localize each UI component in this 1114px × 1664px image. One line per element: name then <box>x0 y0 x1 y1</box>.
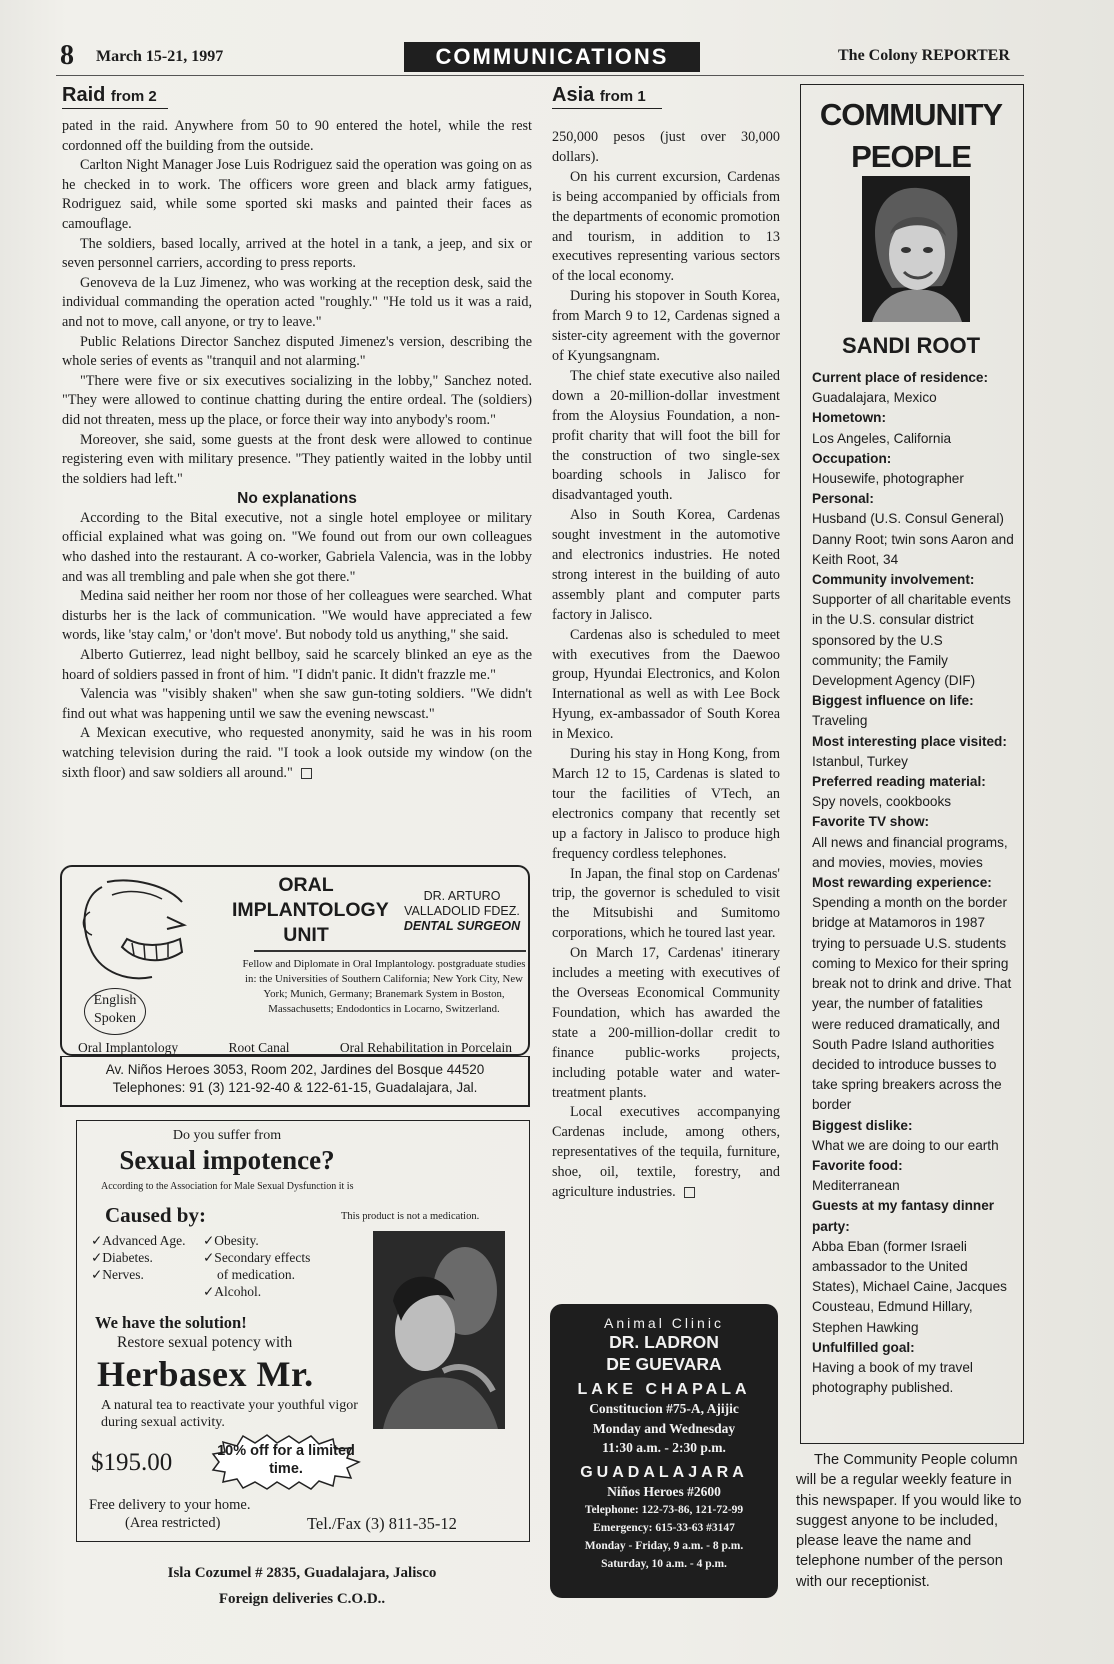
profile-question: Biggest dislike: <box>812 1117 913 1133</box>
portrait-photo <box>862 176 970 322</box>
section-banner: COMMUNICATIONS <box>404 42 700 72</box>
raid-title: Raid <box>62 84 106 106</box>
caused-by-heading: Caused by: <box>105 1203 206 1227</box>
profile-question: Most interesting place visited: <box>812 733 1007 749</box>
raid-paragraph: "There were five or six executives socializing in the lobby," Sanchez noted. "They were allowed to continue chatting during the entire ordeal. The (soldiers) did not threaten, mess up the place, or force their way into anybody's room." <box>62 372 532 428</box>
community-footer-note: The Community People column will be a regular weekly feature in this newspaper. If you would like to suggest anyone to be included, please leave the name and telephone number of the person with our receptionist. <box>796 1452 1022 1590</box>
profile-question: Personal: <box>812 491 874 507</box>
asia-article-body <box>552 128 780 1203</box>
divider <box>254 950 526 952</box>
product-description: A natural tea to reactivate your youthful vigor during sexual activity. <box>101 1398 358 1430</box>
causes-list-right <box>203 1232 310 1300</box>
profile-question: Biggest influence on life: <box>812 693 974 709</box>
profile-answer: What we are doing to our earth <box>812 1137 999 1153</box>
profile-question: Community involvement: <box>812 572 975 588</box>
raid-paragraph: According to the Bital executive, not a single hotel employee or military official explained what was going on. "We found out from our own colleagues who dashed into the restaurant. A co-worker, Gabriela Valencia, was in the lobby and was all trembling and pale when she got there." <box>62 509 532 585</box>
ad-telephone: Tel./Fax (3) 811-35-12 <box>307 1514 457 1533</box>
clinic-label: Animal Clinic <box>604 1315 724 1331</box>
brand-name: Herbasex Mr. <box>97 1354 314 1394</box>
area-restricted: (Area restricted) <box>125 1515 221 1531</box>
asia-paragraph: During his stopover in South Korea, from March 9 to 12, Cardenas signed a sister-city agreement with the governor of Kyungsangnam. <box>552 288 780 364</box>
profile-answer: Supporter of all charitable events in the U.S. consular district sponsored by the U.S community; the Family Development Agency (DIF) <box>812 592 1011 689</box>
profile-question: Current place of residence: <box>812 370 989 385</box>
profile-question: Most rewarding experience: <box>812 875 992 891</box>
cause-item: ✓Secondary effects <box>203 1250 311 1265</box>
profile-answer: Spending a month on the border bridge at Matamoros in 1987 trying to persuade U.S. students coming to Mexico for their spring break not to drink and drive. That year, the number of fatalities were reduced dramatically, and South Padre Island authorities decided to introduce busses to take spring breakers across the border <box>812 895 1012 1113</box>
clinic-hours-weekday: Monday - Friday, 9 a.m. - 8 p.m. <box>584 1540 744 1552</box>
dental-doctor <box>392 889 532 934</box>
clinic-location-guadalajara: GUADALAJARA <box>580 1463 748 1481</box>
clinic-hours-chapala: 11:30 a.m. - 2:30 p.m. <box>602 1440 726 1455</box>
herbasex-ad <box>76 1120 530 1542</box>
profile-answer: Spy novels, cookbooks <box>812 794 952 810</box>
profile-question: Guests at my fantasy dinner party: <box>812 1198 995 1234</box>
profile-answer: Istanbul, Turkey <box>812 753 908 769</box>
raid-paragraph: Medina said neither her room nor those of her colleagues were searched. What disturbs her is the lack of communication. "We would have appreciated a few words, like 'stay calm,' or 'don't move'. But nobody told us anything," she said. <box>62 588 532 644</box>
profile-answer: Traveling <box>812 713 868 729</box>
couple-photo <box>373 1231 505 1429</box>
dental-address-box <box>60 1056 530 1107</box>
raid-paragraph: Moreover, she said, some guests at the front desk were allowed to continue registering even with military presence. "They patiently waited in the lobby until the soldiers had left." <box>62 431 532 487</box>
doctor-name: DR. ARTURO VALLADOLID FDEZ. <box>404 889 520 918</box>
clinic-telephone: Telephone: 122-73-86, 121-72-99 <box>584 1504 744 1516</box>
raid-article-body <box>62 117 532 783</box>
dental-credentials: Fellow and Diplomate in Oral Implantology. postgraduate studies in: the Universities of Southern California; New York City, New York; Munich, Germany; Branemark System in Boston, Massachusetts; Endodontics in Locarno, Switzerland. <box>242 958 526 1015</box>
profile-answer: Guadalajara, Mexico <box>812 390 937 406</box>
raid-subhead: No explanations <box>237 490 357 508</box>
dental-address <box>62 1061 528 1097</box>
profile-answer: Los Angeles, California <box>812 430 952 446</box>
restore-line: Restore sexual potency with <box>117 1334 293 1351</box>
asia-title: Asia <box>552 84 595 106</box>
dental-services <box>78 1040 512 1056</box>
ad-question-top: Do you suffer from <box>172 1128 282 1143</box>
clinic-days-chapala: Monday and Wednesday <box>592 1420 736 1436</box>
doctor-title: DENTAL SURGEON <box>403 919 521 933</box>
dental-ad <box>60 865 530 1056</box>
raid-heading <box>62 84 168 109</box>
clinic-address-chapala: Constitucion #75-A, Ajijic <box>589 1401 739 1416</box>
cause-item: ✓Alcohol. <box>203 1284 262 1299</box>
profile-question: Unfulfilled goal: <box>812 1339 915 1355</box>
raid-paragraph: Alberto Gutierrez, lead night bellboy, said he scarcely blinked an eye as the hoard of soldiers passed in front of him. "I didn't panic. It didn't frazzle me." <box>62 647 532 683</box>
raid-jump: from 2 <box>110 88 157 105</box>
raid-paragraph: Valencia was "visibly shaken" when she saw gun-toting soldiers. "We didn't find out what was happening until we saw the evening newscast." <box>62 686 532 722</box>
profile-answer: Husband (U.S. Consul General) Danny Root; twin sons Aaron and Keith Root, 34 <box>812 511 1014 567</box>
clinic-hours-saturday: Saturday, 10 a.m. - 4 p.m. <box>601 1558 727 1570</box>
cause-item: ✓Nerves. <box>91 1267 144 1282</box>
service-item: Root Canal <box>228 1040 290 1055</box>
asia-jump: from 1 <box>599 88 646 105</box>
profile-question: Occupation: <box>812 450 892 466</box>
raid-paragraph: Genoveva de la Luz Jimenez, who was working at the reception desk, said the individual commanding the operation acted "roughly." "He told us it was a raid, and not to move, call anyone, or try to leave." <box>62 274 532 330</box>
profile-entries <box>812 368 1015 1398</box>
profile-question: Favorite TV show: <box>812 814 930 830</box>
profile-answer: Mediterranean <box>812 1178 900 1194</box>
ad-question: Sexual impotence? <box>119 1145 335 1175</box>
causes-list-left <box>91 1232 186 1283</box>
free-delivery: Free delivery to your home. <box>89 1497 251 1513</box>
raid-paragraph: pated in the raid. Anywhere from 50 to 90 entered the hotel, while the rest cordonned off the building from the outside. <box>62 118 532 154</box>
community-people-title <box>800 94 1022 178</box>
profile-answer: All news and financial programs, and movies, movies, movies <box>812 834 1008 870</box>
title-line-2: PEOPLE <box>851 139 971 174</box>
service-item: Oral Implantology <box>78 1040 179 1055</box>
issue-date: March 15-21, 1997 <box>96 48 224 65</box>
clinic-address-guadalajara: Niños Heroes #2600 <box>607 1483 721 1499</box>
header-rule <box>56 75 1024 76</box>
profile-answer: Having a book of my travel photography published. <box>812 1359 973 1396</box>
clinic-doctor-surname: DE GUEVARA <box>606 1354 722 1374</box>
raid-paragraph: Public Relations Director Sanchez disputed Jimenez's version, describing the whole series of events as "tranquil and not alarming." <box>62 333 532 370</box>
asia-heading <box>552 84 662 109</box>
profile-answer: Abba Eban (former Israeli ambassador to the United States), Michael Caine, Jacques Cousteau, Edmund Hillary, Stephen Hawking <box>812 1238 1007 1335</box>
clinic-location-chapala: LAKE CHAPALA <box>577 1381 751 1398</box>
cause-item: ✓Advanced Age. <box>91 1233 186 1248</box>
profile-question: Hometown: <box>812 410 887 426</box>
animal-clinic-ad <box>550 1304 778 1598</box>
ad-source: According to the Association for Male Sexual Dysfunction it is <box>101 1181 354 1192</box>
service-item: Oral Rehabilitation in Porcelain <box>339 1040 512 1055</box>
asia-paragraph: Also in South Korea, Cardenas sought investment in the automotive and electronics industries. He noted strong interest in the building of auto assembly plant and computer parts factory in Jalisco. <box>552 507 780 623</box>
asia-paragraph: Cardenas also is scheduled to meet with executives from the Daewoo group, Hyundai Electronics, and Kolon International as well as with Lee Bock Hyung, ex-ambassador of South Korea in Mexico. <box>552 626 780 743</box>
asia-paragraph: On March 17, Cardenas' itinerary includes a meeting with executives of the Overseas Economical Community Foundation, which has awarded the state a 200-million-dollar credit to finance public-works projects, including potable water and water-treatment plants. <box>552 945 780 1101</box>
solution-heading: We have the solution! <box>95 1313 247 1332</box>
dental-phones: Telephones: 91 (3) 121-92-40 & 122-61-15, Guadalajara, Jal. <box>112 1080 478 1095</box>
delivery-info <box>89 1496 250 1532</box>
raid-paragraph: Carlton Night Manager Jose Luis Rodriguez said the operation was going on as he checked in to work. The officers wore green and black army fatigues, Rodriguez said, while some sported ski masks and painted their faces as camouflage. <box>62 157 532 232</box>
profile-answer: Housewife, photographer <box>812 471 964 487</box>
asia-paragraph: Local executives accompanying Cardenas include, among others, representatives of the tequila, furniture, shoe, oil, textile, forestry, and agriculture industries. <box>552 1104 780 1201</box>
title-line-1: COMMUNITY <box>819 97 1003 132</box>
raid-paragraph: The soldiers, based locally, arrived at the hotel in a tank, a jeep, and six or seven personnel carriers, according to press reports. <box>62 235 532 272</box>
page-number: 8 <box>60 40 74 71</box>
asia-paragraph: The chief state executive also nailed down a 20-million-dollar investment from the Aloysius Foundation, a non-profit charity that will foot the bill for the construction of two single-sex boarding schools in Jalisco for disadvantaged youth. <box>552 367 780 504</box>
dental-street: Av. Niños Heroes 3053, Room 202, Jardines del Bosque 44520 <box>105 1062 485 1077</box>
asia-paragraph: During his stay in Hong Kong, from March 12 to 15, Cardenas is slated to tour the facilities of VTech, an electronics company that recently set up a factory in Jalisco to produce high frequency cordless telephones. <box>552 746 780 862</box>
cause-item: of medication. <box>217 1267 295 1282</box>
profile-question: Preferred reading material: <box>812 774 986 790</box>
end-mark-icon <box>301 768 312 779</box>
not-medication-note: This product is not a medication. <box>341 1211 480 1222</box>
herbasex-address <box>76 1560 528 1612</box>
cause-item: ✓Diabetes. <box>91 1250 153 1265</box>
newspaper-name: The Colony REPORTER <box>838 47 1010 64</box>
end-mark-icon <box>684 1187 695 1198</box>
foreign-delivery: Foreign deliveries C.O.D.. <box>218 1591 386 1607</box>
price: $195.00 <box>91 1449 173 1476</box>
cause-item: ✓Obesity. <box>203 1233 259 1248</box>
smiling-face-icon <box>72 877 202 987</box>
raid-paragraph: A Mexican executive, who requested anonymity, said he was in his room watching television during the raid. "I took a look outside my window (on the sixth floor) and saw soldiers all around." <box>62 725 532 781</box>
dental-unit-name: ORAL IMPLANTOLOGY UNIT <box>232 874 389 946</box>
discount-offer: 10% off for a limited time. <box>217 1443 355 1477</box>
clinic-emergency: Emergency: 615-33-63 #3147 <box>593 1522 735 1534</box>
clinic-doctor: DR. LADRON <box>609 1332 719 1352</box>
english-spoken-badge: English Spoken <box>84 988 146 1035</box>
asia-paragraph: In Japan, the final stop on Cardenas' trip, the governor is scheduled to visit the Mitsubishi and Sumitomo corporations, which he toured last year. <box>552 865 780 942</box>
asia-paragraph: On his current excursion, Cardenas is being accompanied by officials from the departments of economic promotion and tourism, in addition to 13 executives representing various sectors of the local economy. <box>552 168 780 285</box>
profile-name: SANDI ROOT <box>841 333 981 358</box>
profile-question: Favorite food: <box>812 1157 903 1173</box>
asia-paragraph: 250,000 pesos (just over 30,000 dollars). <box>552 129 780 165</box>
herbasex-street: Isla Cozumel # 2835, Guadalajara, Jalisco <box>167 1565 437 1581</box>
